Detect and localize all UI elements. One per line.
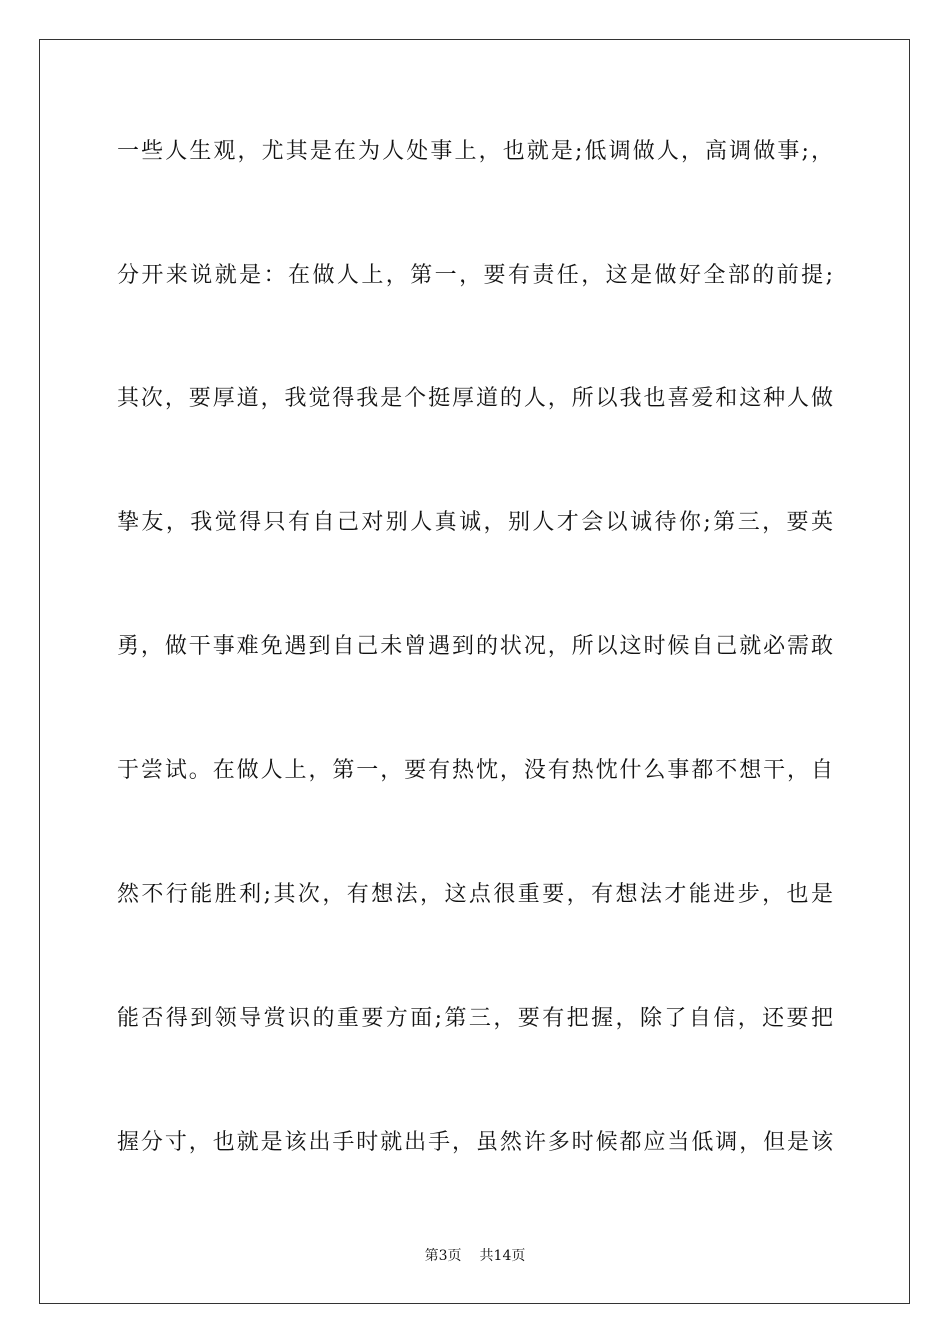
text-line-1: 一些人生观，尤其是在为人处事上，也就是;低调做人，高调做事;， [117, 139, 836, 164]
text-line-3: 其次，要厚道，我觉得我是个挺厚道的人，所以我也喜爱和这种人做 [117, 386, 835, 411]
page-total: 共14页 [479, 1248, 526, 1264]
text-line-4: 挚友，我觉得只有自己对别人真诚，别人才会以诚待你;第三，要英 [117, 510, 836, 535]
text-line-9: 握分寸，也就是该出手时就出手，虽然许多时候都应当低调，但是该 [117, 1130, 835, 1155]
text-line-8: 能否得到领导赏识的重要方面;第三，要有把握，除了自信，还要把 [117, 1006, 836, 1031]
page-footer [0, 1247, 950, 1265]
text-line-7: 然不行能胜利;其次，有想法，这点很重要，有想法才能进步，也是 [117, 882, 836, 907]
text-line-5: 勇，做干事难免遇到自己未曾遇到的状况，所以这时候自己就必需敢 [117, 634, 835, 659]
page-number: 第3页 [424, 1248, 462, 1264]
text-line-6: 于尝试。在做人上，第一，要有热忱，没有热忱什么事都不想干，自 [117, 758, 835, 783]
text-line-2: 分开来说就是：在做人上，第一，要有责任，这是做好全部的前提; [117, 263, 836, 288]
page-border [39, 39, 910, 1304]
